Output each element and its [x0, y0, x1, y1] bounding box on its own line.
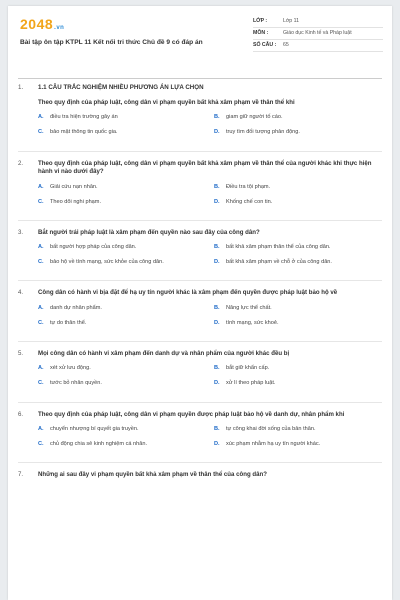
option-text: bảo mật thông tin quốc gia.	[50, 129, 118, 136]
option-text: Giải cứu nạn nhân.	[50, 183, 98, 190]
question-number: 4.	[18, 289, 24, 297]
meta-value: Lớp 11	[283, 18, 299, 24]
meta-value: 65	[283, 42, 289, 48]
options	[18, 182, 382, 212]
question-stem: Theo quy định của pháp luật, công dân vi phạm quyền được pháp luật bảo hộ về danh dự, nhân phẩm khi	[38, 410, 345, 418]
option-b[interactable]	[200, 303, 382, 314]
option-letter: B.	[214, 365, 220, 372]
option-letter: D.	[214, 380, 220, 387]
logo-suffix: .vn	[54, 25, 65, 31]
options	[18, 364, 382, 394]
option-text: bảo hộ về tính mạng, sức khỏe của công dân.	[50, 259, 164, 266]
question-stem: Bắt người trái pháp luật là xâm phạm đến quyền nào sau đây của công dân?	[38, 228, 260, 236]
option-d[interactable]	[200, 128, 382, 139]
option-letter: A.	[38, 244, 44, 251]
question-2	[18, 160, 382, 212]
option-letter: B.	[214, 244, 220, 251]
option-c[interactable]	[18, 128, 200, 139]
question-stem: Công dân có hành vi bịa đặt để hạ uy tín người khác là xâm phạm đến quyền được pháp luật bảo hộ về	[38, 289, 338, 297]
option-letter: A.	[38, 304, 44, 311]
option-a[interactable]	[18, 303, 200, 314]
question-divider	[18, 151, 382, 152]
option-b[interactable]	[200, 182, 382, 193]
option-text: Năng lực thể chất.	[226, 304, 272, 311]
question-5	[18, 350, 382, 394]
question-divider	[18, 341, 382, 342]
option-letter: C.	[38, 129, 44, 136]
question-number: 7.	[18, 471, 24, 479]
options	[18, 242, 382, 272]
question-divider	[18, 402, 382, 403]
option-d[interactable]	[200, 257, 382, 268]
meta-row-class	[253, 16, 383, 28]
option-c[interactable]	[18, 379, 200, 390]
question-stem: Mọi công dân có hành vi xâm phạm đến danh dự và nhân phẩm của người khác đều bị	[38, 349, 290, 357]
option-letter: B.	[214, 304, 220, 311]
option-c[interactable]	[18, 197, 200, 208]
site-logo[interactable]	[20, 16, 64, 32]
option-text: bất người hợp pháp của công dân.	[50, 244, 137, 251]
option-letter: D.	[214, 129, 220, 136]
option-text: xét xử lưu động.	[50, 365, 91, 372]
question-4	[18, 289, 382, 333]
document-header	[8, 6, 392, 68]
question-stem-row	[18, 350, 382, 359]
question-stem-row	[18, 289, 382, 298]
option-letter: B.	[214, 425, 220, 432]
question-stem-row	[18, 99, 382, 108]
option-letter: D.	[214, 259, 220, 266]
question-stem: Theo quy định của pháp luật, công dân vi phạm quyền bất khả xâm phạm về thân thể của người khác khi thực hiện hành vi nào dưới đây?	[38, 159, 372, 176]
section-title: 1.1 CÂU TRẮC NGHIỆM NHIỀU PHƯƠNG ÁN LỰA CHỌN	[38, 84, 204, 91]
section-number: 1.	[18, 84, 24, 91]
option-letter: B.	[214, 183, 220, 190]
option-text: xúc phạm nhằm hạ uy tín người khác.	[226, 440, 321, 447]
question-list	[18, 84, 382, 488]
question-stem-row	[18, 411, 382, 420]
meta-row-count	[253, 40, 383, 52]
meta-table	[253, 16, 383, 52]
meta-key: LỚP :	[253, 18, 268, 24]
options	[18, 113, 382, 143]
question-7	[18, 471, 382, 480]
option-letter: C.	[38, 259, 44, 266]
question-divider	[18, 280, 382, 281]
option-b[interactable]	[200, 113, 382, 124]
logo-text: 2048	[20, 16, 54, 32]
options	[18, 303, 382, 333]
question-number: 2.	[18, 159, 24, 167]
question-stem: Theo quy định của pháp luật, công dân vi phạm quyền bất khả xâm phạm về thân thể khi	[38, 99, 295, 106]
option-text: danh dự nhân phẩm.	[50, 304, 102, 311]
option-a[interactable]	[18, 242, 200, 253]
question-divider	[18, 220, 382, 221]
option-text: chuyển nhượng bí quyết gia truyền.	[50, 425, 139, 432]
option-text: bất khả xâm phạm về chỗ ở của công dân.	[226, 259, 332, 266]
option-letter: D.	[214, 440, 220, 447]
option-text: tính mạng, sức khoẻ.	[226, 319, 279, 326]
option-text: Khống chế con tin.	[226, 198, 273, 205]
option-letter: C.	[38, 380, 44, 387]
option-letter: A.	[38, 183, 44, 190]
option-c[interactable]	[18, 318, 200, 329]
option-letter: A.	[38, 365, 44, 372]
question-stem: Những ai sau đây vi phạm quyền bất khả xâm phạm về thân thể của công dân?	[38, 471, 267, 479]
option-letter: D.	[214, 198, 220, 205]
option-d[interactable]	[200, 379, 382, 390]
question-6	[18, 411, 382, 455]
option-text: Theo dõi nghi phạm.	[50, 198, 101, 205]
question-1	[18, 99, 382, 143]
option-text: truy tìm đối tượng phản động.	[226, 129, 300, 136]
meta-key: SỐ CÂU :	[253, 42, 277, 48]
question-stem-row	[18, 160, 382, 177]
option-text: giam giữ người tố cáo.	[226, 114, 283, 121]
option-letter: C.	[38, 440, 44, 447]
option-a[interactable]	[18, 364, 200, 375]
meta-row-subject	[253, 28, 383, 40]
option-text: bất khả xâm phạm thân thể của công dân.	[226, 244, 331, 251]
option-text: tước bỏ nhân quyền.	[50, 380, 102, 387]
option-text: tự do thân thể.	[50, 319, 87, 326]
option-b[interactable]	[200, 424, 382, 435]
options	[18, 424, 382, 454]
meta-value: Giáo dục Kinh tế và Pháp luật	[283, 30, 352, 36]
option-c[interactable]	[18, 439, 200, 450]
question-stem-row	[18, 471, 382, 480]
option-letter: C.	[38, 198, 44, 205]
option-text: xử lí theo pháp luật.	[226, 380, 276, 387]
option-text: Điều tra tội phạm.	[226, 183, 271, 190]
option-letter: A.	[38, 425, 44, 432]
option-letter: C.	[38, 319, 44, 326]
section-heading	[18, 84, 382, 91]
question-stem-row	[18, 229, 382, 238]
option-d[interactable]	[200, 318, 382, 329]
option-text: bắt giữ khẩn cấp.	[226, 365, 270, 372]
question-number: 6.	[18, 410, 24, 418]
option-letter: B.	[214, 114, 220, 121]
question-divider	[18, 462, 382, 463]
document-page	[8, 6, 392, 600]
question-3	[18, 229, 382, 273]
option-a[interactable]	[18, 182, 200, 193]
document-title: Bài tập ôn tập KTPL 11 Kết nối tri thức Chủ đề 9 có đáp án	[20, 39, 203, 46]
header-divider	[18, 78, 382, 79]
option-text: chủ động chia sẻ kinh nghiệm cá nhân.	[50, 440, 148, 447]
option-d[interactable]	[200, 197, 382, 208]
meta-key: MÔN :	[253, 30, 269, 36]
option-d[interactable]	[200, 439, 382, 450]
question-number: 5.	[18, 349, 24, 357]
option-c[interactable]	[18, 257, 200, 268]
question-number: 3.	[18, 228, 24, 236]
option-b[interactable]	[200, 364, 382, 375]
option-text: điều tra hiện trường gây án	[50, 114, 118, 121]
option-letter: A.	[38, 114, 44, 121]
option-text: tự công khai đời sống của bản thân.	[226, 425, 316, 432]
option-a[interactable]	[18, 424, 200, 435]
option-b[interactable]	[200, 242, 382, 253]
option-a[interactable]	[18, 113, 200, 124]
option-letter: D.	[214, 319, 220, 326]
